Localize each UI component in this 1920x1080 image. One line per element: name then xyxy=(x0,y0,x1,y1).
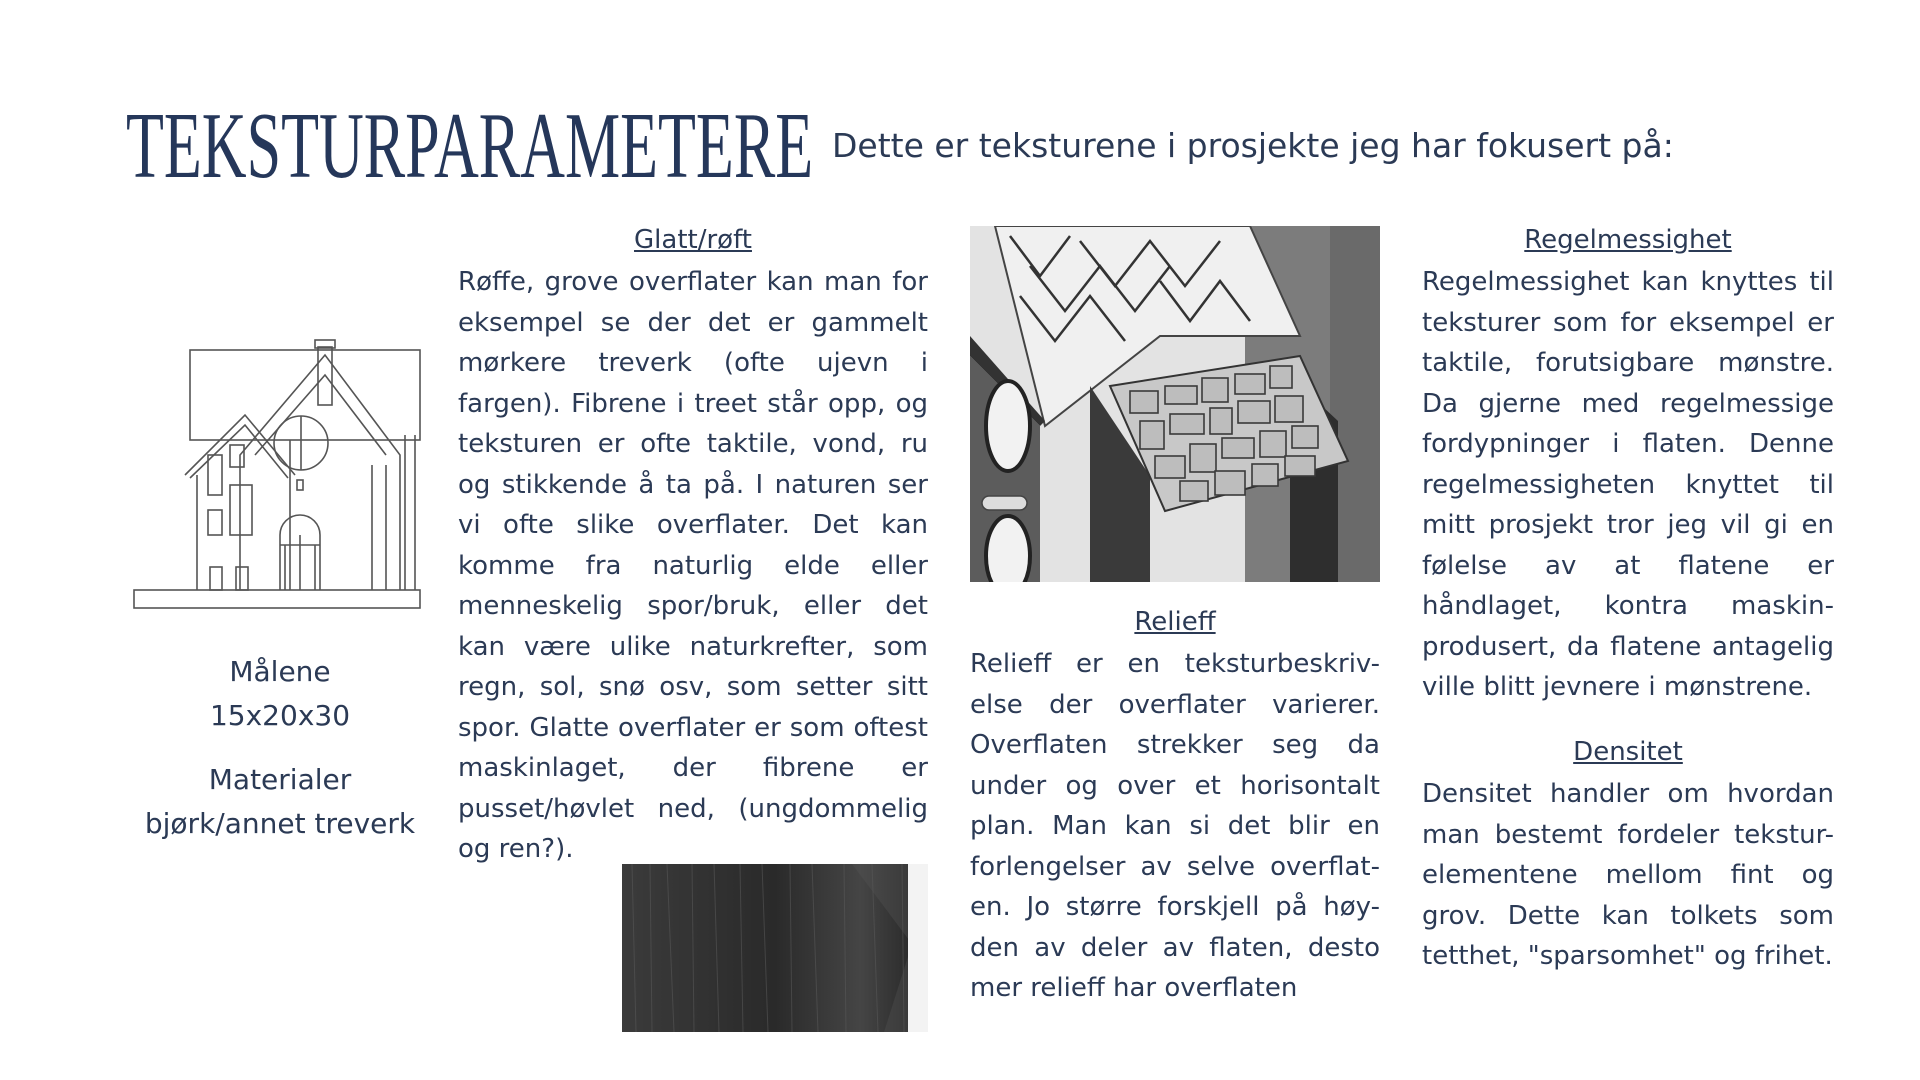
relieff-body: Relieff er en teksturbeskriv-else der overflater varierer. Overflaten strekker seg da under og over et horisontalt plan. Man kan si det blir en forlengelser av selve overflat-en. Jo større forskjell på høy-den av deler av flaten, desto mer relieff har overflaten xyxy=(970,649,1380,1003)
densitet-body: Densitet handler om hvordan man bestemt fordeler tekstur-elementene mellom fint og grov. Dette kan tolkets som tetthet, "sparsomhet" og frihet. xyxy=(1422,779,1834,971)
page-title: TEKSTURPARAMETERE xyxy=(126,94,814,198)
house-line-drawing xyxy=(130,335,425,615)
page-subtitle: Dette er teksturene i prosjekte jeg har fokusert på: xyxy=(832,126,1674,165)
regelmessighet-body: Regelmessighet kan knyttes til teksturer som for eksempel er taktile, forutsigbare mønstre. Da gjerne med regelmessige fordypninger i flaten. Denne regelmessigheten knyttet til mitt prosjekt tror jeg vil gi en følelse av at flatene er håndlaget, kontra maskin-produsert, da flatene antagelig ville blitt jevnere i mønstrene. xyxy=(1422,267,1834,702)
regelmessighet-heading: Regelmessighet xyxy=(1524,225,1732,255)
glatt-heading: Glatt/røft xyxy=(634,225,752,255)
material-label: Materialer xyxy=(208,763,352,796)
wood-texture-photo xyxy=(622,864,928,1032)
relieff-heading: Relieff xyxy=(1134,607,1216,637)
material-value: bjørk/annet treverk xyxy=(144,807,416,840)
size-label: Målene xyxy=(229,655,331,688)
densitet-heading: Densitet xyxy=(1573,737,1683,767)
glatt-body: Røffe, grove overflater kan man for eksempel se der det er gammelt mørkere treverk (ofte ujevn i fargen). Fibrene i treet står opp, og teksturen er ofte taktile, vond, ru og stikkende å ta på. I naturen ser vi ofte slike overflater. Det kan komme fra naturlig elde eller menneskelig spor/bruk, eller det kan være ulike naturkrefter, som regn, sol, snø osv, som setter sitt spor. Glatte overflater er som oftest maskinlaget, der fibrene er pusset/høvlet ned, (ungdommelig og ren?). xyxy=(458,267,928,864)
size-value: 15x20x30 xyxy=(209,699,351,732)
birdhouse-render xyxy=(970,226,1380,582)
